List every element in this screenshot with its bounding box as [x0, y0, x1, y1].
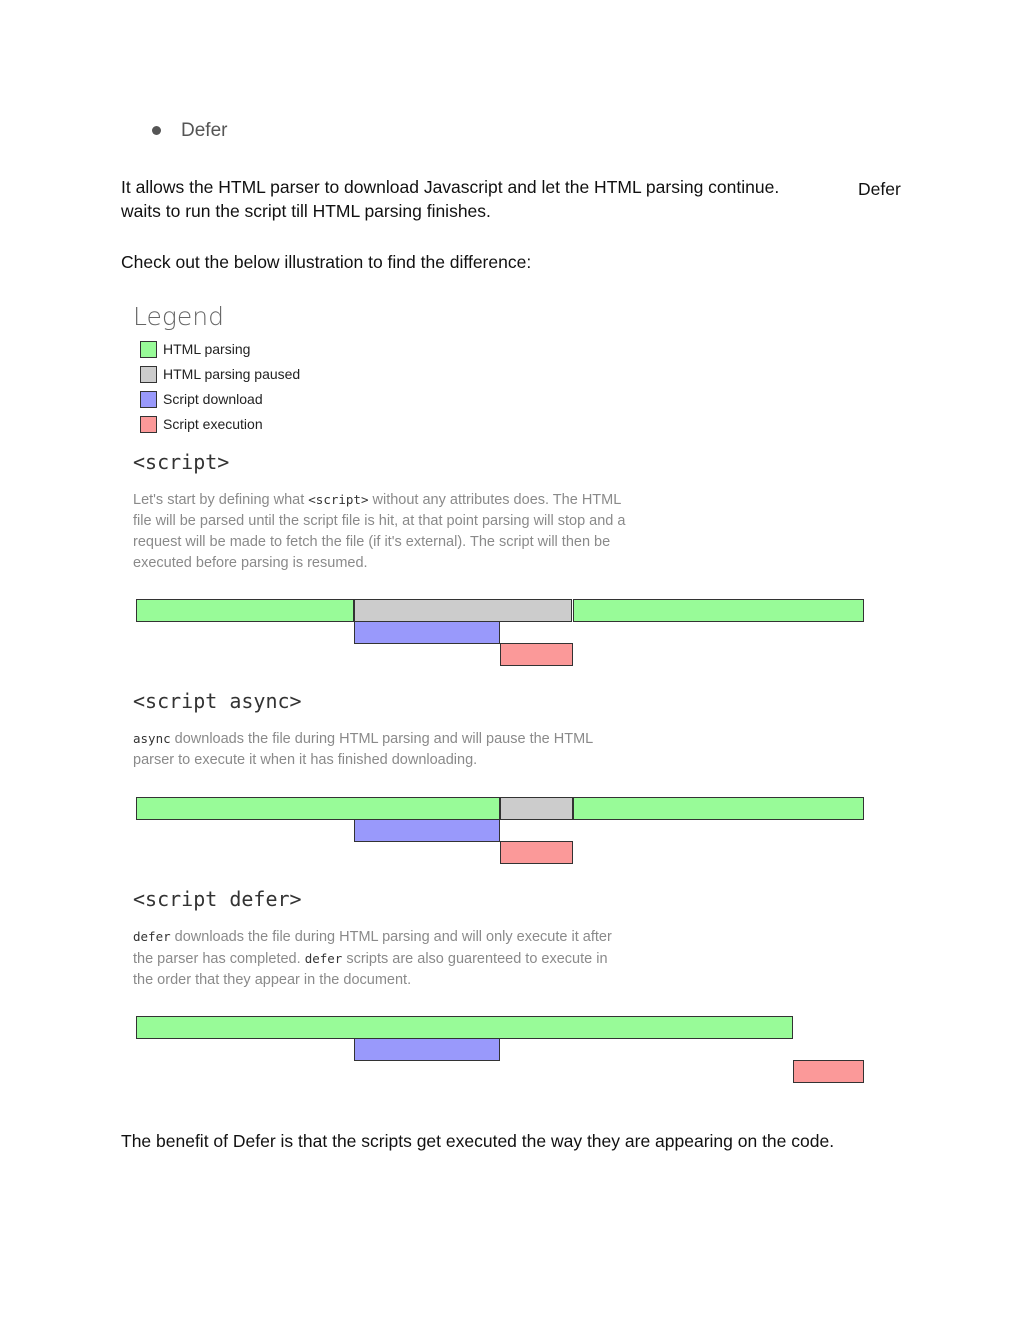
legend-label: Script execution	[163, 416, 263, 432]
timeline-bar-download	[354, 621, 500, 644]
section-title-script: <script>	[133, 450, 230, 474]
timeline-bar-execution	[500, 841, 573, 864]
intro-line-1-right: Defer	[858, 179, 901, 199]
legend-item-script-execution	[140, 414, 263, 434]
intro-line-1: It allows the HTML parser to download Javascript and let the HTML parsing continue.	[121, 177, 780, 197]
legend-title: Legend	[133, 302, 224, 331]
timeline-bar-paused	[354, 599, 572, 622]
timeline-defer	[136, 1016, 864, 1084]
section-desc-defer: defer downloads the file during HTML parsing and will only execute it after the parser has completed. defer scripts are also guarenteed to execute in the order that they appear in the document.	[133, 929, 612, 988]
timeline-bar-download	[354, 1038, 500, 1061]
section-desc-async: async downloads the file during HTML parsing and will pause the HTML parser to execute it when it has finished downloading.	[133, 731, 594, 768]
section-title-defer: <script defer>	[133, 887, 302, 911]
legend-swatch-red	[140, 416, 157, 433]
timeline-bar-execution	[793, 1060, 864, 1083]
bullet-text: Defer	[181, 120, 228, 141]
intro-line-2: waits to run the script till HTML parsing finishes.	[121, 201, 491, 221]
legend-swatch-blue	[140, 391, 157, 408]
section-desc-script: Let's start by defining what <script> without any attributes does. The HTML file will be parsed until the script file is hit, at that point parsing will stop and a request will be made to fetch the file (if it's external). The script will then be executed before parsing is resumed.	[133, 492, 626, 571]
timeline-bar-parsing	[573, 797, 864, 820]
timeline-bar-download	[354, 819, 500, 842]
legend-swatch-green	[140, 341, 157, 358]
timeline-script	[136, 599, 864, 667]
timeline-bar-parsing	[136, 797, 500, 820]
timeline-bar-parsing	[136, 1016, 793, 1039]
legend-item-html-parsing	[140, 339, 250, 359]
timeline-async	[136, 797, 864, 865]
timeline-bar-paused	[500, 797, 573, 820]
section-title-async: <script async>	[133, 689, 302, 713]
conclusion-text: The benefit of Defer is that the scripts get executed the way they are appearing on the code.	[121, 1131, 835, 1151]
legend-item-parsing-paused	[140, 364, 300, 384]
timeline-bar-parsing	[136, 599, 354, 622]
timeline-bar-parsing	[573, 599, 864, 622]
legend-item-script-download	[140, 389, 263, 409]
legend-swatch-gray	[140, 366, 157, 383]
check-out-text: Check out the below illustration to find the difference:	[121, 252, 532, 272]
legend-label: HTML parsing paused	[163, 366, 301, 382]
legend-label: HTML parsing	[163, 341, 251, 357]
timeline-bar-execution	[500, 643, 573, 666]
legend-label: Script download	[163, 391, 263, 407]
bullet-dot	[152, 126, 161, 135]
